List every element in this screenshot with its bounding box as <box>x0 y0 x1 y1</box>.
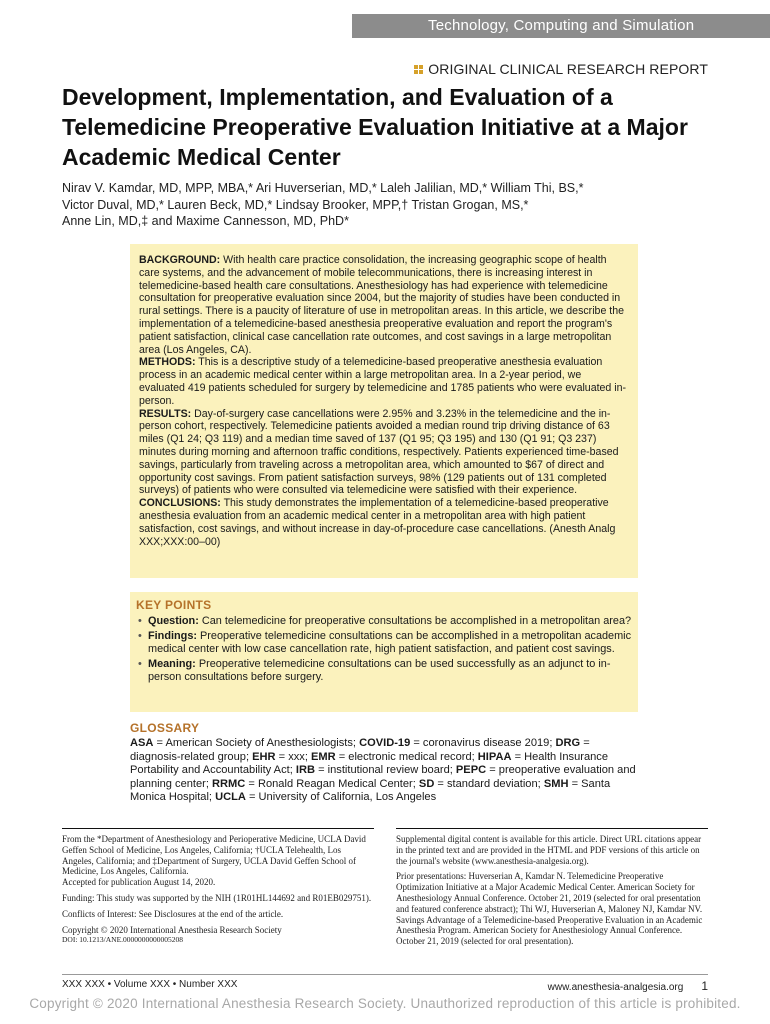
grid-square-icon <box>414 65 423 74</box>
copyright-line: Copyright © 2020 International Anesthesia Research Society <box>62 924 282 935</box>
glossary-term: IRB <box>295 764 315 776</box>
article-title: Development, Implementation, and Evaluation of a Telemedicine Preoperative Evaluation Initiative at a Major Academic Medical Center <box>62 84 688 170</box>
key-points-heading: KEY POINTS <box>136 598 212 612</box>
abstract-label: BACKGROUND: <box>139 254 221 266</box>
prior-presentations: Prior presentations: Huverserian A, Kamdar N. Telemedicine Preoperative Optimization Initiative at a Major Academic Medical Center. American Society for Anesthesiology Annual Conference. October 21, 2019 (selected for oral presentation and featured conference abstract); Thi WJ, Huverserian A, Maloney NJ, Kamdar NV. Savings Advantage of a Telemedicine-based Preoperative Evaluation in an Academic Anesthesia Program. American Society for Anesthesiology Annual Conference. October 21, 2019 (selected for oral presentation). <box>396 871 703 947</box>
copyright-notice: Copyright © 2020 International Anesthesia Research Society. Unauthorized reproduction of this article is prohibited. <box>29 996 741 1011</box>
abstract-label: METHODS: <box>139 356 196 369</box>
abstract-methods <box>139 356 629 407</box>
website-link[interactable]: www.anesthesia-analgesia.org <box>547 982 684 993</box>
glossary-def: = American Society of Anesthesiologists; <box>153 737 360 749</box>
key-point-text: Preoperative telemedicine consultations can be accomplished in a metropolitan academic medical center with low case cancellation rate, high patient satisfaction, and patient cost savings. <box>148 630 632 655</box>
funding-note: Funding: This study was supported by the NIH (1R01HL144692 and R01EB029751). <box>62 892 372 903</box>
footnote-divider <box>396 828 708 829</box>
key-points-list <box>136 615 632 684</box>
glossary-term: PEPC <box>455 764 487 776</box>
author-line: Victor Duval, MD,* Lauren Beck, MD,* Lindsay Brooker, MPP,† Tristan Grogan, MS,* <box>62 197 529 212</box>
abstract-text: This is a descriptive study of a telemedicine-based preoperative anesthesia evaluation process in an academic medical center within a large metropolitan area. In a 2-year period, we evaluated 419 patients scheduled for surgery by telemedicine and 1785 patients who were evaluated in-person. <box>139 356 627 407</box>
abstract-conclusions <box>139 497 629 548</box>
glossary-def: = preoperative evaluation and planning center; <box>130 764 636 790</box>
glossary-heading: GLOSSARY <box>130 721 200 735</box>
glossary-def: = electronic medical record; <box>335 750 478 763</box>
key-point-label: Question: <box>148 615 199 627</box>
page-number: 1 <box>701 979 708 993</box>
key-point-item <box>136 630 632 656</box>
glossary-term: HIPAA <box>477 750 512 763</box>
abstract-results <box>139 408 629 498</box>
footnotes-left <box>62 834 374 951</box>
glossary-def: = diagnosis-related group; <box>130 737 590 763</box>
report-type-text: ORIGINAL CLINICAL RESEARCH REPORT <box>428 61 708 77</box>
glossary-term: EHR <box>252 750 276 763</box>
abstract-background <box>139 254 629 356</box>
glossary-def: = Santa Monica Hospital; <box>130 777 611 803</box>
key-point-item <box>136 615 632 628</box>
affiliations: From the *Department of Anesthesiology and Perioperative Medicine, UCLA David Geffen School of Medicine, Los Angeles, California; †UCLA Telehealth, Los Angeles, California; and ‡Department of Surgery, UCLA David Geffen School of Medicine, Los Angeles, California. <box>62 834 366 877</box>
glossary-def: = standard deviation; <box>434 777 544 790</box>
glossary-term: SD <box>418 777 435 790</box>
abstract-text: Day-of-surgery case cancellations were 2.95% and 3.23% in the telemedicine and the in-person cohort, respectively. Telemedicine patients avoided a median round trip driving distance of 63 miles (Q1 24; Q3 119) and a median time saved of 137 (Q1 95; Q3 195) and 130 (Q1 91; Q3 237) minutes during morning and afternoon traffic conditions, respectively. Patients experienced time-based savings, particularly from traveling across a metropolitan area, which amounted to $67 of direct and opportunity cost savings. From patient satisfaction surveys, 98% (129 patients out of 131 completed surveys) of patients who were consulted via telemedicine were satisfied with their experience. <box>139 407 619 497</box>
abstract-label: CONCLUSIONS: <box>139 497 221 510</box>
glossary-text <box>130 737 638 805</box>
section-banner: Technology, Computing and Simulation <box>352 14 770 38</box>
abstract-label: RESULTS: <box>139 407 192 420</box>
doi-link[interactable]: DOI: 10.1213/ANE.0000000000005208 <box>62 935 184 945</box>
glossary-term: SMH <box>543 777 569 790</box>
glossary-def: = institutional review board; <box>315 764 456 776</box>
glossary-term: RRMC <box>212 777 246 790</box>
footnotes-right <box>396 834 708 952</box>
key-point-label: Meaning: <box>148 658 196 670</box>
glossary-def: = Health Insurance Portability and Accountability Act; <box>130 750 608 776</box>
key-point-text: Preoperative telemedicine consultations can be used successfully as an adjunct to in-person consultations before surgery. <box>148 658 611 683</box>
supplemental-note: Supplemental digital content is available for this article. Direct URL citations appear in the printed text and are provided in the HTML and PDF versions of this article on the journal's website (www.anesthesia-analgesia.org). <box>396 834 702 866</box>
key-point-item <box>136 658 632 684</box>
conflicts-note: Conflicts of Interest: See Disclosures at the end of the article. <box>62 908 284 919</box>
glossary-term: DRG <box>555 737 581 749</box>
abstract-box <box>130 244 638 578</box>
glossary-term: UCLA <box>215 791 246 803</box>
footnote-divider <box>62 828 374 829</box>
glossary-term: ASA <box>130 737 154 749</box>
glossary-def: = xxx; <box>275 750 311 763</box>
key-point-label: Findings: <box>148 630 197 642</box>
key-point-text: Can telemedicine for preoperative consultations be accomplished in a metropolitan area? <box>198 615 632 627</box>
footer-right <box>548 979 708 993</box>
glossary-def: = University of California, Los Angeles <box>245 791 437 803</box>
author-line: Nirav V. Kamdar, MD, MPP, MBA,* Ari Huverserian, MD,* Laleh Jalilian, MD,* William Thi, BS,* <box>62 181 584 195</box>
glossary-def: = coronavirus disease 2019; <box>410 737 556 749</box>
author-list <box>62 180 702 230</box>
author-line: Anne Lin, MD,‡ and Maxime Cannesson, MD, PhD* <box>62 214 349 228</box>
glossary-def: = Ronald Reagan Medical Center; <box>245 777 419 790</box>
abstract-text: This study demonstrates the implementation of a telemedicine-based preoperative anesthesia evaluation from an academic medical center in a metropolitan area with high patient satisfaction, cost savings, and without increase in day-of-procedure case cancellations. (Anesth Analg XXX;XXX:00–00) <box>139 497 616 548</box>
glossary-term: COVID-19 <box>359 737 411 749</box>
glossary-term: EMR <box>311 750 336 763</box>
key-points-box <box>130 592 638 712</box>
abstract-text: With health care practice consolidation, the increasing geographic scope of health care systems, and the advancement of mobile telecommunications, there is increasing interest in telemedicine-based health care consultations. Anesthesiology has had experience with telemedicine consultation for preoperative evaluation since 2004, but the majority of studies have been conducted in rural settings. There is a paucity of literature of use in metropolitan areas. In this article, we describe the implementation of a telemedicine-based anesthesia preoperative evaluation and report the program's patient satisfaction, clinical case cancellation rate outcomes, and cost savings in a large metropolitan area (Los Angeles, CA). <box>139 254 625 356</box>
footer-divider <box>62 974 708 975</box>
accepted-date: Accepted for publication August 14, 2020. <box>62 877 216 888</box>
report-type-label <box>414 61 708 77</box>
issue-info: XXX XXX • Volume XXX • Number XXX <box>62 979 238 990</box>
